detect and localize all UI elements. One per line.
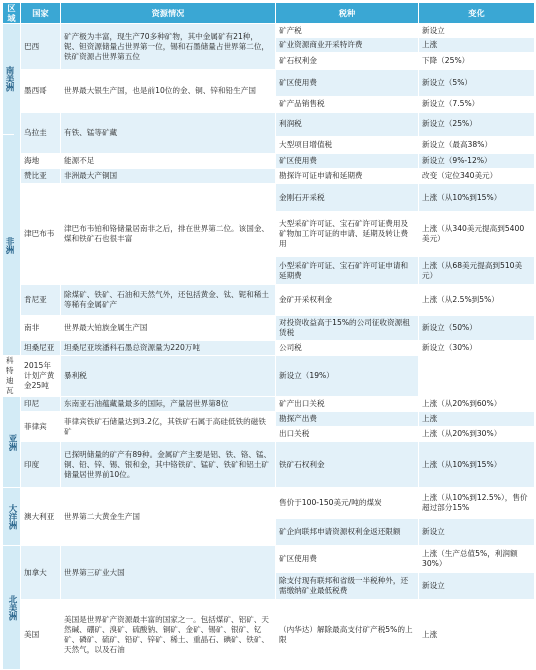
tax-cell: 矿区使用费 (276, 70, 419, 97)
header-resource: 资源情况 (61, 3, 276, 24)
table-row (3, 600, 535, 670)
change-cell: 上涨（从340美元提高到5400美元） (419, 212, 535, 257)
table-row (3, 341, 535, 356)
change-cell: 新设立（5%） (419, 70, 535, 97)
table-row (3, 488, 535, 519)
change-cell: 上涨（从10%到12.5%），售价超过部分15% (419, 488, 535, 519)
change-cell: 新设立（25%） (419, 112, 535, 137)
tax-cell: 售价于100-150美元/吨的煤炭 (276, 488, 419, 519)
country-cell: 肯尼亚 (21, 285, 61, 316)
country-cell: 澳大利亚 (21, 488, 61, 546)
tax-cell: 矿产税 (276, 24, 419, 38)
region-asia: 亚洲 (3, 397, 21, 488)
resource-cell: 已探明储量的矿产有89种。金属矿产主要是铝、铁、铬、锰、铜、铅、锌、锡、银和金，其中铬铁矿、锰矿、铁矿和铝土矿储量居世界前10位。 (61, 442, 276, 488)
region-oceania: 大洋洲 (3, 488, 21, 546)
resource-cell: 津巴布韦铂和铬储量居南非之后，排在世界第二位。该国金、煤和铁矿石也很丰富 (61, 184, 276, 285)
change-cell: 新设立 (419, 573, 535, 600)
change-cell: 新设立 (419, 519, 535, 546)
region-label-africa: 非洲 (4, 236, 14, 254)
resource-cell: 世界第三矿业大国 (61, 546, 276, 600)
table-row (3, 24, 535, 38)
table-row (3, 184, 535, 212)
tax-cell: 矿石权利金 (276, 53, 419, 70)
table-row (3, 316, 535, 341)
resource-cell: 有铁、锰等矿藏 (61, 112, 276, 154)
tax-cell: （内华达）解除最高支付矿产税5%的上限 (276, 600, 419, 670)
resource-cell: 矿产极为丰富，现生产70多种矿物，其中金属矿有21种，铌、钽资源储量占世界第一位，锡和石墨储量占世界第二位，铁矿资源占世界第五位 (61, 24, 276, 70)
change-cell: 新设立（最高38%） (419, 137, 535, 154)
tax-cell: 利润税 (276, 112, 419, 137)
table-row (3, 285, 535, 316)
tax-cell: 公司税 (276, 341, 419, 356)
country-cell: 印度 (21, 442, 61, 488)
country-cell: 科特迪瓦 (3, 356, 21, 397)
table-row (3, 70, 535, 97)
tax-cell: 除支付现有联邦和省级一半税种外，还需缴纳矿业最低税费 (276, 573, 419, 600)
tax-cell: 矿业资源商业开采特许费 (276, 38, 419, 53)
tax-cell: 矿区使用费 (276, 154, 419, 169)
tax-cell: 矿产出口关税 (276, 397, 419, 412)
region-south-america (3, 24, 21, 356)
change-cell: 上涨（生产总值5%，利润额30%） (419, 546, 535, 573)
country-cell: 坦桑尼亚 (21, 341, 61, 356)
country-cell: 赞比亚 (21, 169, 61, 184)
change-cell: 新设立（30%） (419, 341, 535, 356)
tax-cell: 大型采矿许可证、宝石矿许可证费用及矿物加工许可证的申请、延期及转让费用 (276, 212, 419, 257)
country-cell: 美国 (21, 600, 61, 670)
change-cell: 上涨（从10%到15%） (419, 442, 535, 488)
resource-cell: 世界最大铂族金属生产国 (61, 316, 276, 341)
region-label-south-america: 南美洲 (3, 24, 14, 135)
change-cell: 新设立（7.5%） (419, 96, 535, 112)
change-cell: 上涨 (419, 412, 535, 427)
change-cell: 下降（25%） (419, 53, 535, 70)
resource-cell: 菲律宾铁矿石储量达到3.2亿，其铁矿石属于高硅低铁的磁铁矿 (61, 412, 276, 442)
tax-change-table-page (0, 2, 536, 654)
change-cell: 新设立 (419, 24, 535, 38)
country-cell: 印尼 (21, 397, 61, 412)
resource-cell: 东南亚石油蕴藏量最多的国际，产量居世界第8位 (61, 397, 276, 412)
country-cell: 乌拉圭 (21, 112, 61, 154)
tax-cell: 矿企向联邦申请资源权利金返还限额 (276, 519, 419, 546)
table-row (3, 169, 535, 184)
header-tax: 税种 (276, 3, 419, 24)
tax-cell: 铁矿石权利金 (276, 442, 419, 488)
country-cell: 南非 (21, 316, 61, 341)
country-cell: 巴西 (21, 24, 61, 70)
resource-cell: 世界最大银生产国，也是前10位的金、铜、锌和铅生产国 (61, 70, 276, 113)
tax-cell: 大型项目增值税 (276, 137, 419, 154)
table-row (3, 112, 535, 137)
tax-cell: 对投资收益高于15%的公司征收资源租赁税 (276, 316, 419, 341)
country-cell: 海地 (21, 154, 61, 169)
resource-cell: 美国是世界矿产资源最丰富的国家之一。包括煤矿、铝矿、天然碱、硼矿、溴矿、硫酸钠、铜矿、金矿、锡矿、银矿、钇矿、磷矿、硫矿、铅矿、锌矿、稀土、重晶石、碘矿、铁矿、天然气，以及石油 (61, 600, 276, 670)
mining-tax-table (2, 2, 535, 670)
country-cell: 墨西哥 (21, 70, 61, 113)
tax-cell: 金矿开采权利金 (276, 285, 419, 316)
country-cell: 加拿大 (21, 546, 61, 600)
change-cell: 新设立（19%） (276, 356, 419, 397)
tax-cell: 勘探许可证申请和延期费 (276, 169, 419, 184)
table-row (3, 154, 535, 169)
tax-cell: 金刚石开采税 (276, 184, 419, 212)
change-cell: 上涨 (419, 600, 535, 670)
tax-cell: 出口关税 (276, 427, 419, 442)
region-north-america: 北美洲 (3, 546, 21, 670)
country-cell: 津巴布韦 (21, 184, 61, 285)
table-row (3, 442, 535, 488)
change-cell: 新设立（9%-12%） (419, 154, 535, 169)
table-row (3, 397, 535, 412)
change-cell: 改变（定位340美元） (419, 169, 535, 184)
resource-cell: 坦桑尼亚埃潘科石墨总资源量为220万吨 (61, 341, 276, 356)
resource-cell: 能源不足 (61, 154, 276, 169)
tax-cell: 小型采矿许可证、宝石矿许可证申请和延期费 (276, 257, 419, 285)
change-cell: 新设立（50%） (419, 316, 535, 341)
change-cell: 上涨（从10%到15%） (419, 184, 535, 212)
tax-cell: 暴利税 (61, 356, 276, 397)
resource-cell: 除煤矿、铁矿、石油和天然气外，还包括黄金、钛、铌和稀土等稀有金属矿产 (61, 285, 276, 316)
change-cell: 上涨 (419, 38, 535, 53)
resource-cell: 非洲最大产铜国 (61, 169, 276, 184)
resource-cell: 世界第二大黄金生产国 (61, 488, 276, 546)
change-cell: 上涨（从68美元提高到510美元） (419, 257, 535, 285)
header-region: 区域 (3, 3, 21, 24)
header-country: 国家 (21, 3, 61, 24)
tax-cell: 勘探产出费 (276, 412, 419, 427)
table-row (3, 412, 535, 427)
table-row (3, 546, 535, 573)
country-cell: 菲律宾 (21, 412, 61, 442)
change-cell: 上涨（从20%到60%） (419, 397, 535, 412)
resource-cell: 2015年计划产黄金25吨 (21, 356, 61, 397)
change-cell: 上涨（从2.5%到5%） (419, 285, 535, 316)
tax-cell: 矿区使用费 (276, 546, 419, 573)
header-row (3, 3, 535, 24)
header-change: 变化 (419, 3, 535, 24)
table-row (3, 356, 535, 397)
tax-cell: 矿产品销售税 (276, 96, 419, 112)
change-cell: 上涨（从20%到30%） (419, 427, 535, 442)
